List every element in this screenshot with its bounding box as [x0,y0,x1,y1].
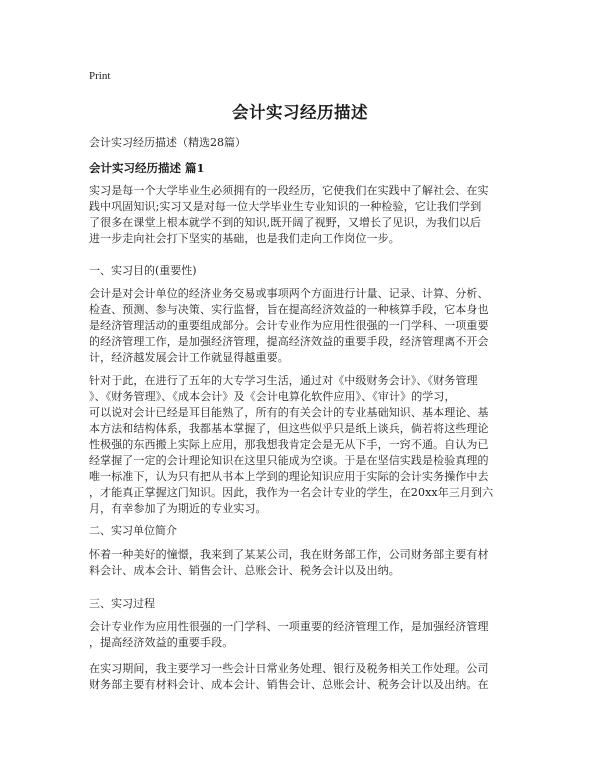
paragraph-line: ，才能真正掌握这门知识。因此，我作为一名会计专业的学生，在20xx年三月到六 [89,486,494,499]
intro-paragraph [89,183,513,247]
paragraph-line: 计，经济越发展会计工作就显得越重要。 [89,351,289,364]
subheading-unit: 二、实习单位简介 [89,524,177,537]
paragraph-purpose [89,286,513,366]
paragraph-internship [89,661,513,693]
subheading-purpose: 一、实习目的(重要性) [89,264,197,277]
paragraph-line: 月，有幸参加了为期近的专业实习。 [89,502,267,515]
paragraph-line: 是经济管理活动的重要组成部分。会计专业作为应用性很强的一门学科、一项重要 [89,319,489,332]
paragraph-line: 针对于此，在进行了五年的大专学习生活，通过对《中级财务会计》、《财务管理 [89,374,478,387]
page-title: 会计实习经历描述 [232,103,368,122]
paragraph-line: 经掌握了一定的会计理论知识在这里只能成为空谈。于是在坚信实践是检验真理的 [89,454,489,467]
paragraph-line: 》、《财务管理》、《成本会计》及《会计电算化软件应用》、《审计》的学习， [89,390,456,403]
section-heading: 会计实习经历描述 篇1 [89,161,205,175]
paragraph-line: 怀着一种美好的憧憬，我来到了某某公司，我在财务部工作，公司财务部主要有材 [89,548,489,561]
paragraph-line: 料会计、成本会计、销售会计、总账会计、税务会计以及出纳。 [89,564,400,577]
paragraph-line: 财务部主要有材料会计、成本会计、销售会计、总账会计、税务会计以及出纳。在 [89,678,489,691]
paragraph-line: 实习是每一个大学毕业生必须拥有的一段经历，它使我们在实践中了解社会、在实 [89,184,489,197]
paragraph-line: 检查、预测、参与决策、实行监督，旨在提高经济效益的一种核算手段，它本身也 [89,303,489,316]
paragraph-study [89,373,513,517]
print-label[interactable]: Print [89,70,111,82]
subheading-process: 三、实习过程 [89,597,155,610]
paragraph-line: 唯一标准下，认为只有把从书本上学到的理论知识应用于实际的会计实务操作中去 [89,470,489,483]
paragraph-line: 的经济管理工作，是加强经济管理，提高经济效益的重要手段，经济管理离不开会 [89,335,489,348]
document-subtitle: 会计实习经历描述（精选28篇） [89,136,246,149]
paragraph-line: 进一步走向社会打下坚实的基础，也是我们走向工作岗位一步。 [89,232,400,245]
paragraph-line: 了很多在课堂上根本就学不到的知识,既开阔了视野，又增长了见识，为我们以后 [89,216,482,229]
paragraph-line: 本方法和结构体系，我都基本掌握了，但这些似乎只是纸上谈兵，倘若将这些理论 [89,422,489,435]
paragraph-line: 在实习期间，我主要学习一些会计日常业务处理、银行及税务相关工作处理。公司 [89,662,489,675]
paragraph-line: ，提高经济效益的重要手段。 [89,636,234,649]
paragraph-line: 会计专业作为应用性很强的一门学科、一项重要的经济管理工作，是加强经济管理 [89,620,489,633]
paragraph-line: 践中巩固知识;实习又是对每一位大学毕业生专业知识的一种检验，它让我们学到 [89,200,482,213]
paragraph-line: 可以说对会计已经是耳目能熟了，所有的有关会计的专业基础知识、基本理论、基 [89,406,489,419]
paragraph-unit [89,547,513,579]
paragraph-line: 性极强的东西搬上实际上应用，那我想我肯定会是无从下手，一窍不通。自认为已 [89,438,489,451]
paragraph-line: 会计是对会计单位的经济业务交易或事项两个方面进行计量、记录、计算、分析、 [89,287,489,300]
paragraph-process [89,619,513,651]
